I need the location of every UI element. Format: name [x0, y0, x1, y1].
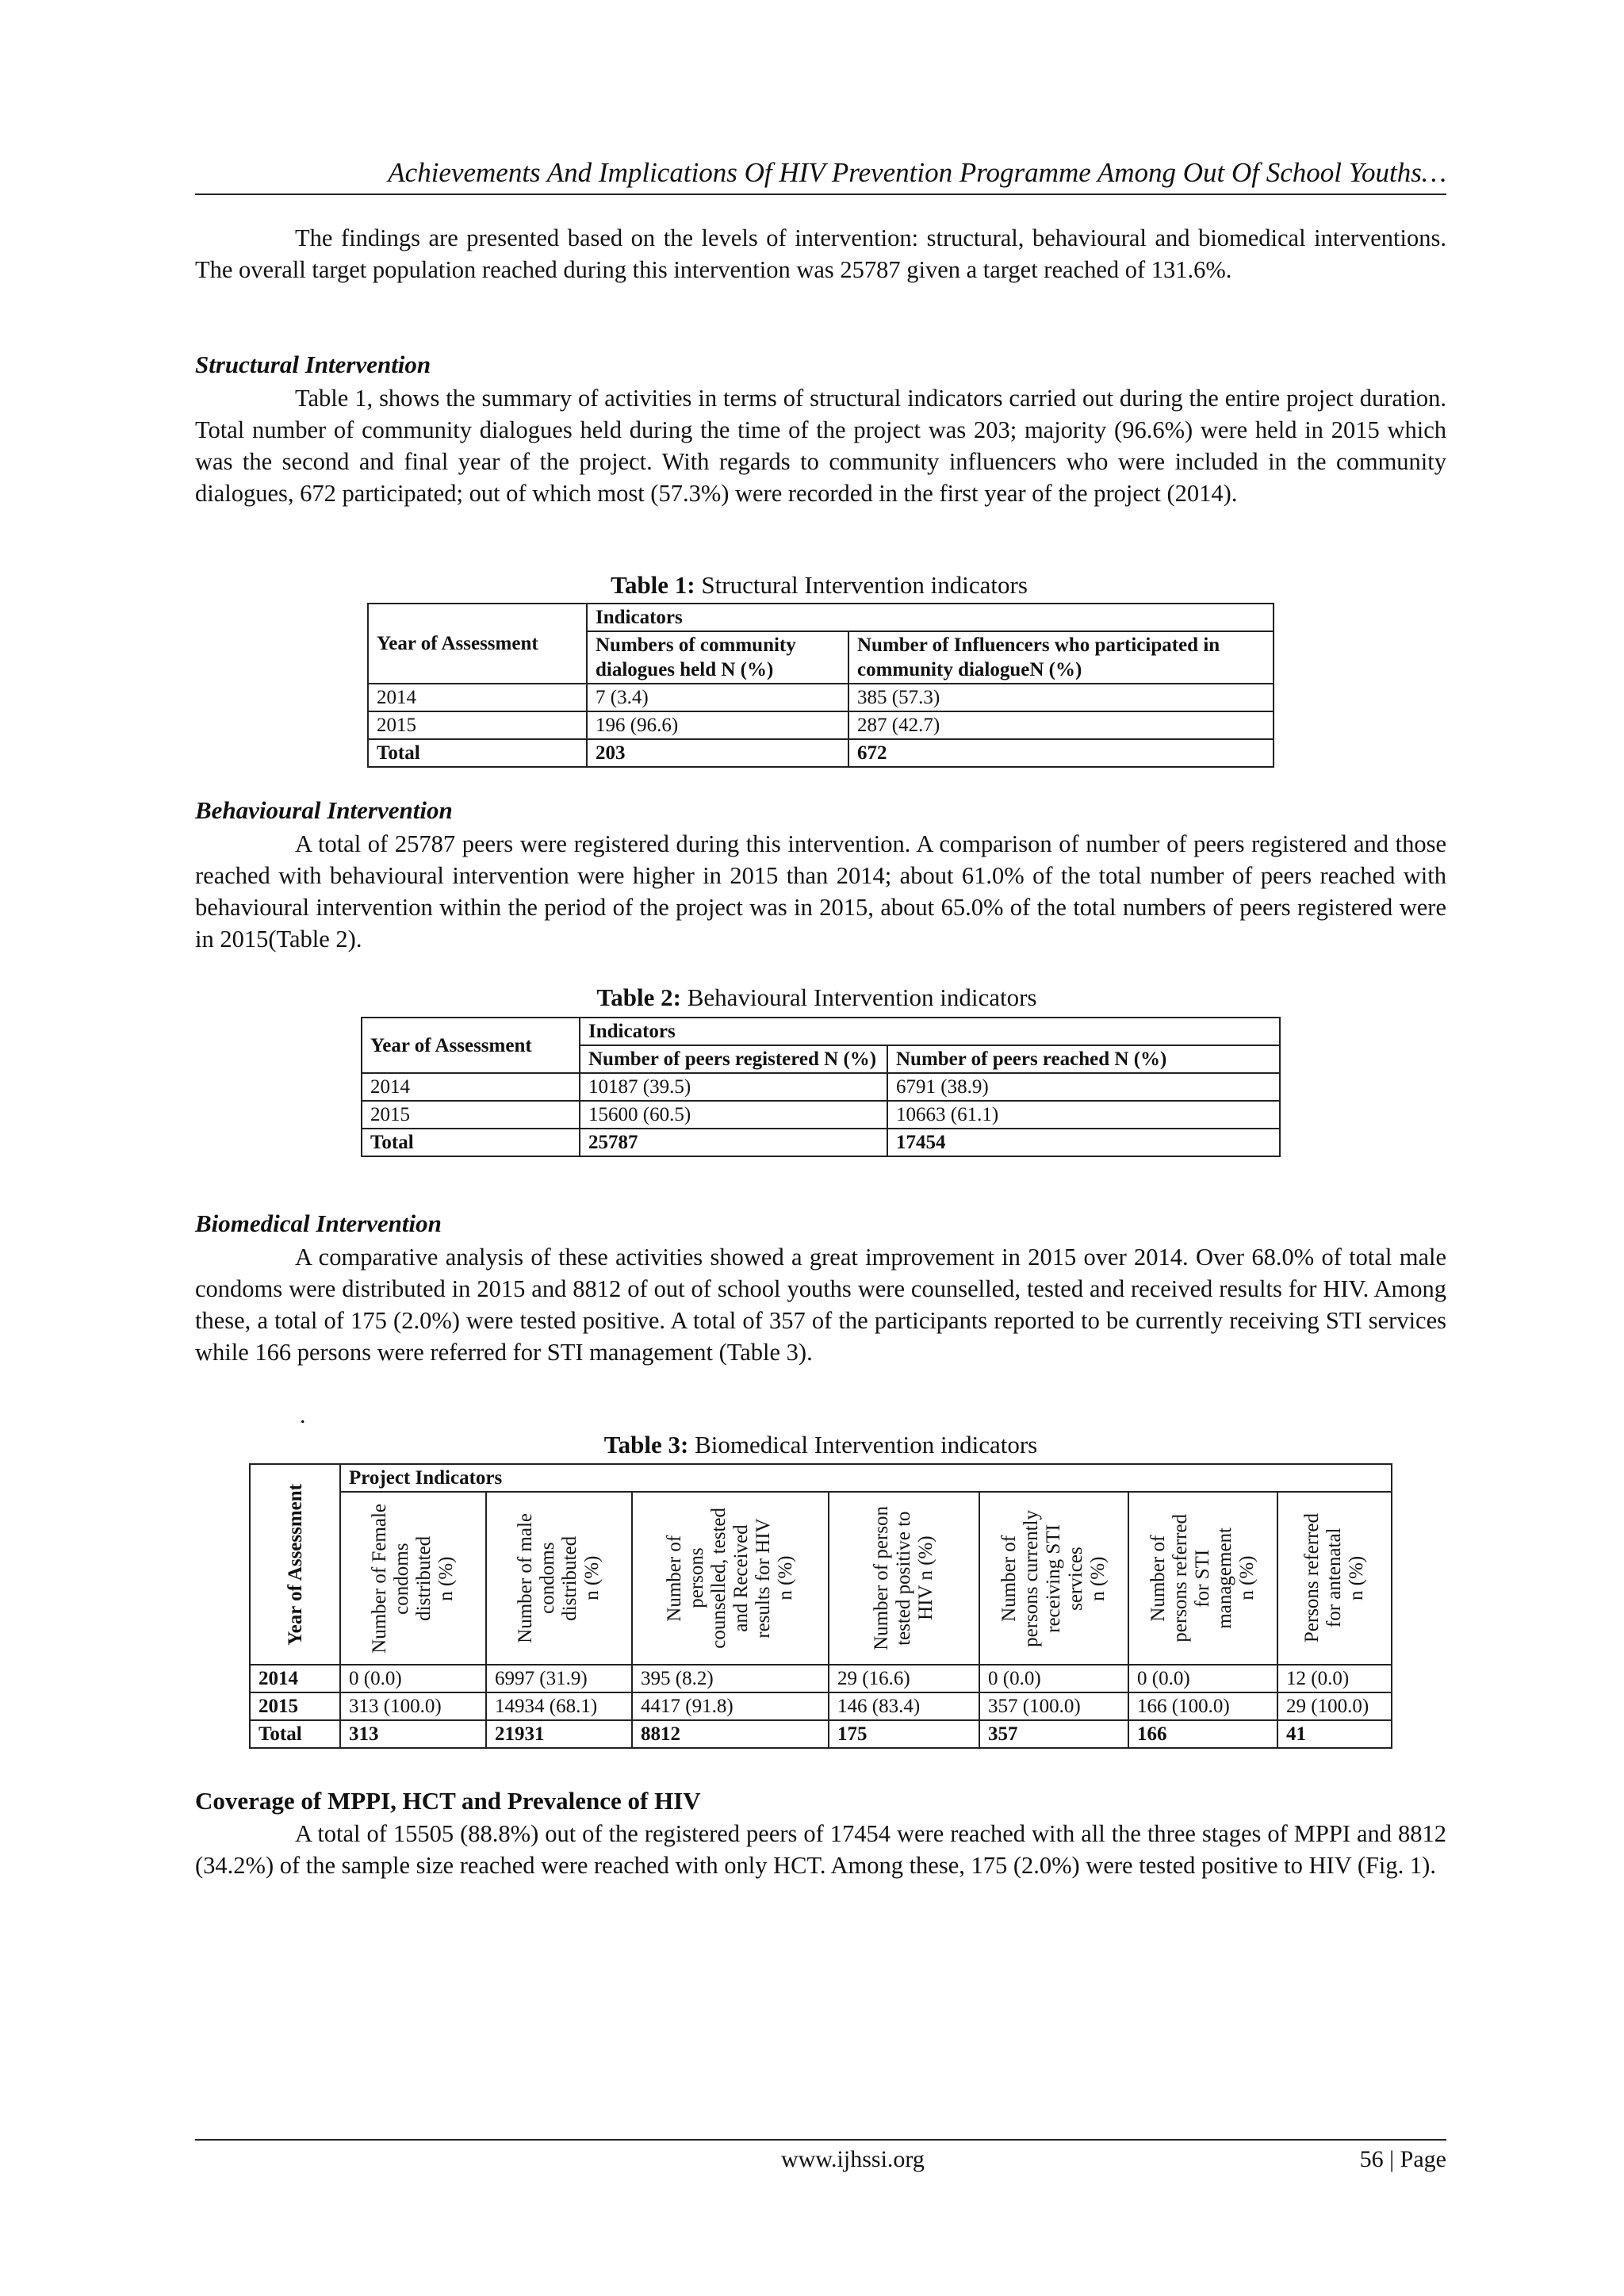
table3-total-cell: 166: [1128, 1720, 1277, 1748]
table2-year-cell: 2015: [362, 1101, 580, 1129]
table-row: [250, 1692, 1392, 1720]
table3-cell: 14934 (68.1): [486, 1692, 632, 1720]
table3-col-header: Number of persons currently receiving STI services n (%): [998, 1509, 1109, 1647]
biomedical-paragraph: [195, 1241, 1446, 1368]
table3-col-header: Number of persons referred for STI management n (%): [1147, 1514, 1258, 1642]
table1-total-cell: 672: [848, 739, 1274, 767]
footer-url: www.ijhssi.org: [781, 2146, 925, 2172]
structural-paragraph: [195, 382, 1446, 509]
table1-cell: 7 (3.4): [587, 684, 848, 711]
table3-caption-label: Table 3:: [603, 1431, 689, 1458]
table3-cell: 29 (16.6): [829, 1665, 979, 1692]
table-row: [368, 711, 1274, 739]
table3-cell: 6997 (31.9): [486, 1665, 632, 1692]
table3-col-header: Number of persons counselled, tested and Received results for HIV n (%): [664, 1508, 796, 1649]
table1-caption-label: Table 1:: [611, 571, 695, 599]
table2-cell: 10187 (39.5): [580, 1073, 887, 1101]
table2-year-header: Year of Assessment: [362, 1018, 580, 1073]
table3-total-cell: 8812: [632, 1720, 829, 1748]
table3-cell: 395 (8.2): [632, 1665, 829, 1692]
table2-col-header: Number of peers reached N (%): [887, 1045, 1280, 1073]
table3-col-header-cell: [632, 1492, 829, 1665]
table1-indicators-header: Indicators: [587, 604, 1274, 631]
table2-cell: 10663 (61.1): [887, 1101, 1280, 1129]
table1-col-header: Numbers of community dialogues held N (%): [587, 631, 848, 684]
structural-text: Table 1, shows the summary of activities in terms of structural indicators carried out during the entire project duration. Total number of community dialogues held during the time of the project was 203; majority (96.6%) were held in 2015 which was the second and final year of the project. With regards to community influencers who were included in the community dialogues, 672 participated; out of which most (57.3%) were recorded in the first year of the project (2014).: [195, 385, 1446, 507]
table1-cell: 196 (96.6): [587, 711, 848, 739]
footer-page-number: 56 | Page: [1359, 2146, 1446, 2172]
table1-year-header: Year of Assessment: [368, 604, 587, 684]
table1-col-header: Number of Influencers who participated in community dialogueN (%): [848, 631, 1274, 684]
table3-indicators-header: Project Indicators: [340, 1464, 1392, 1492]
table3-col-header-cell: [829, 1492, 979, 1665]
table2-indicators-header: Indicators: [580, 1018, 1280, 1045]
table3-cell: 313 (100.0): [340, 1692, 486, 1720]
table2-caption: [361, 983, 1273, 1012]
table3-year-header-cell: [250, 1464, 340, 1665]
table3-col-header-cell: [340, 1492, 486, 1665]
coverage-text: A total of 15505 (88.8%) out of the registered peers of 17454 were reached with all the three stages of MPPI and 8812 (34.2%) of the sample size reached were reached with only HCT. Among these, 175 (2.0%) were tested positive to HIV (Fig. 1).: [195, 1820, 1446, 1879]
table3-col-header-cell: [1277, 1492, 1392, 1665]
table3-col-header: Number of person tested positive to HIV n (%): [871, 1506, 936, 1650]
coverage-paragraph: [195, 1818, 1446, 1881]
table2-total-cell: 25787: [580, 1129, 887, 1156]
table3-cell: 29 (100.0): [1277, 1692, 1392, 1720]
table3-cell: 357 (100.0): [979, 1692, 1128, 1720]
biomedical-text: A comparative analysis of these activities showed a great improvement in 2015 over 2014. Over 68.0% of total male condoms were distributed in 2015 and 8812 of out of school youths were counselled, tested and received results for HIV. Among these, a total of 175 (2.0%) were tested positive. A total of 357 of the participants reported to be currently receiving STI services while 166 persons were referred for STI management (Table 3).: [195, 1244, 1446, 1366]
table2-col-header: Number of peers registered N (%): [580, 1045, 887, 1073]
table-row: [368, 684, 1274, 711]
table3-total-cell: 357: [979, 1720, 1128, 1748]
table3-col-header-cell: [979, 1492, 1128, 1665]
table3-col-header: Number of Female condoms distributed n (%): [369, 1503, 457, 1654]
table1-year-cell: 2015: [368, 711, 587, 739]
table-row: [250, 1665, 1392, 1692]
table-row: [362, 1101, 1280, 1129]
table3-year-cell: 2015: [250, 1692, 340, 1720]
table3-col-header: Persons referred for antenatal n (%): [1301, 1513, 1367, 1643]
intro-text: The findings are presented based on the levels of intervention: structural, behavioural and biomedical interventions. The overall target population reached during this intervention was 25787 given a target reached of 131.6%.: [195, 224, 1446, 283]
biomedical-heading: Biomedical Intervention: [195, 1209, 442, 1237]
table2-cell: 15600 (60.5): [580, 1101, 887, 1129]
table1-cell: 385 (57.3): [848, 684, 1274, 711]
table3-cell: 0 (0.0): [1128, 1665, 1277, 1692]
behavioural-heading: Behavioural Intervention: [195, 796, 453, 824]
table-total-row: [368, 739, 1274, 767]
stray-mark: .: [300, 1402, 306, 1428]
intro-paragraph: [195, 222, 1446, 286]
table1-caption: [367, 571, 1271, 600]
table3-total-cell: 21931: [486, 1720, 632, 1748]
table3-col-header-cell: [1128, 1492, 1277, 1665]
table3-total-cell: 41: [1277, 1720, 1392, 1748]
behavioural-paragraph: [195, 828, 1446, 955]
table3: [249, 1463, 1392, 1749]
table2: [361, 1017, 1281, 1157]
table2-caption-text: Behavioural Intervention indicators: [687, 983, 1037, 1011]
table3-cell: 146 (83.4): [829, 1692, 979, 1720]
table3-col-header: Number of male condoms distributed n (%): [515, 1513, 603, 1643]
table3-cell: 12 (0.0): [1277, 1665, 1392, 1692]
table1: [367, 603, 1274, 768]
table3-cell: 4417 (91.8): [632, 1692, 829, 1720]
table1-cell: 287 (42.7): [848, 711, 1274, 739]
table3-total-cell: 313: [340, 1720, 486, 1748]
table3-cell: 0 (0.0): [340, 1665, 486, 1692]
structural-heading: Structural Intervention: [195, 351, 431, 378]
table-row: [362, 1073, 1280, 1101]
running-header: Achievements And Implications Of HIV Prevention Programme Among Out Of School Youths…: [388, 157, 1446, 188]
table3-year-cell: 2014: [250, 1665, 340, 1692]
coverage-heading: Coverage of MPPI, HCT and Prevalence of HIV: [195, 1787, 701, 1815]
table3-cell: 0 (0.0): [979, 1665, 1128, 1692]
table3-col-header-cell: [486, 1492, 632, 1665]
table3-caption-text: Biomedical Intervention indicators: [695, 1431, 1038, 1458]
header-rule: [195, 194, 1446, 195]
table2-cell: 6791 (38.9): [887, 1073, 1280, 1101]
table2-caption-label: Table 2:: [596, 983, 681, 1011]
table2-year-cell: 2014: [362, 1073, 580, 1101]
behavioural-text: A total of 25787 peers were registered during this intervention. A comparison of number of peers registered and those reached with behavioural intervention were higher in 2015 than 2014; about 61.0% of the total number of peers reached with behavioural intervention within the period of the project was in 2015, about 65.0% of the total numbers of peers registered were in 2015(Table 2).: [195, 830, 1446, 953]
table1-total-cell: 203: [587, 739, 848, 767]
table1-year-cell: 2014: [368, 684, 587, 711]
table3-year-header: Year of Assessment: [284, 1483, 306, 1646]
table2-total-label: Total: [362, 1129, 580, 1156]
table-total-row: [362, 1129, 1280, 1156]
table1-caption-text: Structural Intervention indicators: [701, 571, 1028, 599]
table-total-row: [250, 1720, 1392, 1748]
table1-total-label: Total: [368, 739, 587, 767]
table3-total-label: Total: [250, 1720, 340, 1748]
footer-rule: [195, 2139, 1446, 2141]
table3-caption: [246, 1431, 1396, 1459]
table3-total-cell: 175: [829, 1720, 979, 1748]
table2-total-cell: 17454: [887, 1129, 1280, 1156]
table3-cell: 166 (100.0): [1128, 1692, 1277, 1720]
